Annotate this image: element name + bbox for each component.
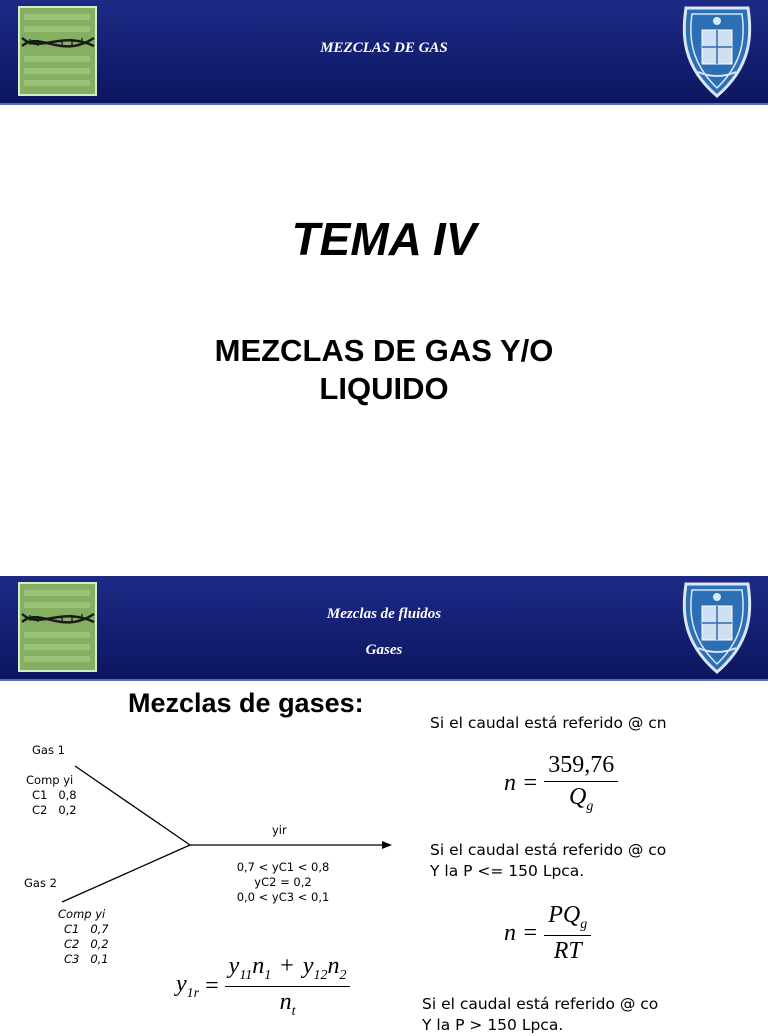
constraint-line: 0,0 < yC3 < 0,1 xyxy=(236,890,330,904)
note-co-low xyxy=(430,840,666,882)
slide1-subtitle xyxy=(0,332,768,408)
note-co-high xyxy=(422,994,658,1036)
outlet-label: yir xyxy=(272,823,287,837)
formula-co: n = $\frac{PQ_g}{RT}$ xyxy=(504,902,591,965)
gas2-row: C2 0,2 xyxy=(64,937,109,951)
outlet-arrow-icon xyxy=(382,841,392,849)
gas2-row: C3 0,1 xyxy=(64,952,109,966)
slide1-header-title: MEZCLAS DE GAS xyxy=(320,40,448,56)
gas1-row: C2 0,2 xyxy=(32,803,77,817)
tema-title: TEMA IV xyxy=(291,213,477,265)
gas1-line xyxy=(75,766,190,845)
gas2-composition xyxy=(58,907,109,967)
slide2-header-subtitle: Gases xyxy=(365,642,403,658)
gas2-row: C1 0,7 xyxy=(64,922,109,936)
section-title: Mezclas de gases: xyxy=(128,688,364,718)
university-crest-icon xyxy=(680,4,754,100)
gas1-composition xyxy=(26,773,77,818)
subtitle-line1: MEZCLAS DE GAS Y/O xyxy=(214,333,554,368)
gas2-comp-header: Comp yi xyxy=(58,907,106,921)
gas2-label: Gas 2 xyxy=(24,876,57,890)
note-co-high-line2: Y la P > 150 Lpca. xyxy=(422,1016,564,1034)
note-cn: Si el caudal está referido @ cn xyxy=(430,714,667,732)
slide2-header-title: Mezclas de fluidos xyxy=(326,606,442,622)
constraint-line: yC2 = 0,2 xyxy=(254,875,312,889)
constraint-line: 0,7 < yC1 < 0,8 xyxy=(236,860,330,874)
slide1-header xyxy=(0,0,768,105)
gas1-row: C1 0,8 xyxy=(32,788,77,802)
formula-cn: n = $\frac{359,76}{Q_g}$ xyxy=(504,752,618,815)
slide2-header xyxy=(0,576,768,681)
mixing-formula: $y_{1r}$ = $\frac{y_{11}n_1 + y_{12}n_2}{n_t}$ xyxy=(176,953,350,1020)
university-crest-icon xyxy=(680,580,754,676)
gas1-label: Gas 1 xyxy=(32,743,65,757)
gas2-line xyxy=(62,845,190,902)
note-co-low-line1: Si el caudal está referido @ co xyxy=(430,841,667,859)
outlet-constraints xyxy=(222,860,344,905)
note-co-low-line2: Y la P <= 150 Lpca. xyxy=(430,862,585,880)
subtitle-line2: LIQUIDO xyxy=(319,371,449,406)
gas1-comp-header: Comp yi xyxy=(26,773,74,787)
note-co-high-line1: Si el caudal está referido @ co xyxy=(422,995,659,1013)
